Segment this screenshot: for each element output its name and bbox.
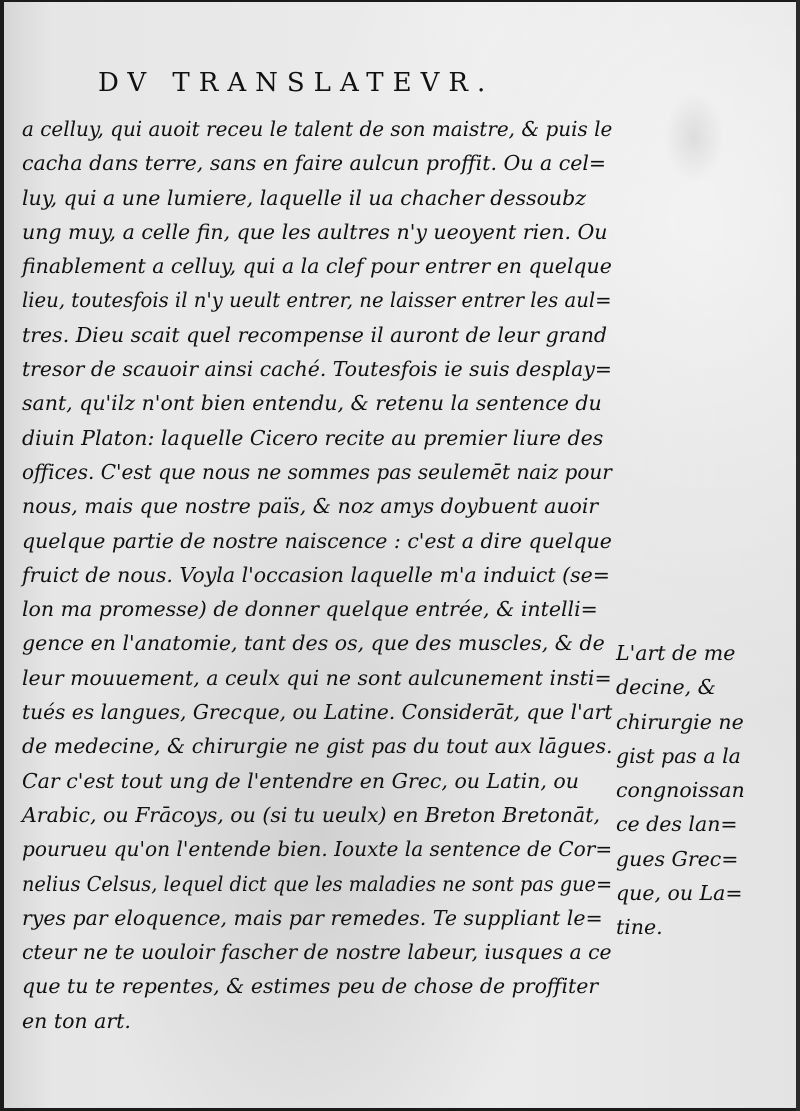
running-title: DV TRANSLATEVR.: [98, 68, 495, 98]
text-line: quelque partie de nostre naiscence : c'est a dire quelque: [22, 528, 612, 553]
text-line: ung muy, a celle fin, que les aultres n'y ueoyent rien. Ou: [22, 219, 608, 244]
text-line: Arabic, ou Frācoys, ou (si tu ueulx) en Breton Bretonāt,: [22, 802, 600, 827]
text-line: de medecine, & chirurgie ne gist pas du tout aux lāgues.: [22, 734, 613, 759]
text-line: luy, qui a une lumiere, laquelle il ua chacher dessoubz: [22, 185, 587, 210]
text-line: gence en l'anatomie, tant des os, que des muscles, & de: [22, 631, 605, 656]
text-line: nous, mais que nostre païs, & noz amys doybuent auoir: [22, 494, 599, 519]
marginal-note-line: gist pas a la: [616, 743, 741, 768]
text-line: a celluy, qui auoit receu le talent de son maistre, & puis le: [22, 117, 613, 141]
text-line: diuin Platon: laquelle Cicero recite au premier liure des: [22, 425, 604, 450]
text-line: offices. C'est que nous ne sommes pas seulemēt naiz pour: [22, 459, 612, 484]
text-line: nelius Celsus, lequel dict que les maladies ne sont pas gue=: [22, 871, 613, 896]
text-line: lieu, toutesfois il n'y ueult entrer, ne laisser entrer les aul=: [22, 288, 612, 313]
main-text-block: [22, 112, 622, 1038]
book-page: [4, 2, 797, 1108]
text-line: cacha dans terre, sans en faire aulcun proffit. Ou a cel=: [22, 151, 607, 176]
marginal-note-line: congnoissan: [616, 778, 745, 803]
page-edge: [796, 0, 800, 1111]
text-line: fruict de nous. Voyla l'occasion laquelle m'a induict (se=: [22, 562, 610, 587]
paper-stain: [664, 92, 724, 182]
text-line: pourueu qu'on l'entende bien. Iouxte la sentence de Cor=: [22, 837, 613, 862]
marginal-note-line: que, ou La=: [616, 881, 743, 906]
text-line: leur mouuement, a ceulx qui ne sont aulcunement insti=: [22, 665, 612, 690]
marginal-note: [616, 636, 791, 945]
text-line: tués es langues, Grecque, ou Latine. Considerāt, que l'art: [22, 700, 613, 725]
text-line: tresor de scauoir ainsi caché. Toutesfois ie suis desplay=: [22, 357, 612, 382]
marginal-note-line: chirurgie ne: [616, 709, 744, 734]
marginal-note-line: L'art de me: [616, 641, 736, 665]
marginal-note-line: tine.: [616, 915, 663, 940]
text-line: en ton art.: [22, 1008, 131, 1033]
marginal-note-line: gues Grec=: [616, 846, 739, 871]
text-line: tres. Dieu scait quel recompense il auront de leur grand: [22, 322, 608, 347]
marginal-note-line: decine, &: [616, 675, 716, 700]
text-line: sant, qu'ilz n'ont bien entendu, & retenu la sentence du: [22, 391, 602, 416]
text-line: cteur ne te uouloir fascher de nostre labeur, iusques a ce: [22, 940, 612, 965]
text-line: Car c'est tout ung de l'entendre en Grec, ou Latin, ou: [22, 768, 579, 793]
text-line: finablement a celluy, qui a la clef pour entrer en quelque: [22, 254, 612, 279]
text-line: que tu te repentes, & estimes peu de chose de proffiter: [22, 974, 599, 999]
text-line: ryes par eloquence, mais par remedes. Te suppliant le=: [22, 905, 603, 930]
marginal-note-line: ce des lan=: [616, 812, 738, 837]
text-line: lon ma promesse) de donner quelque entrée, & intelli=: [22, 597, 598, 622]
